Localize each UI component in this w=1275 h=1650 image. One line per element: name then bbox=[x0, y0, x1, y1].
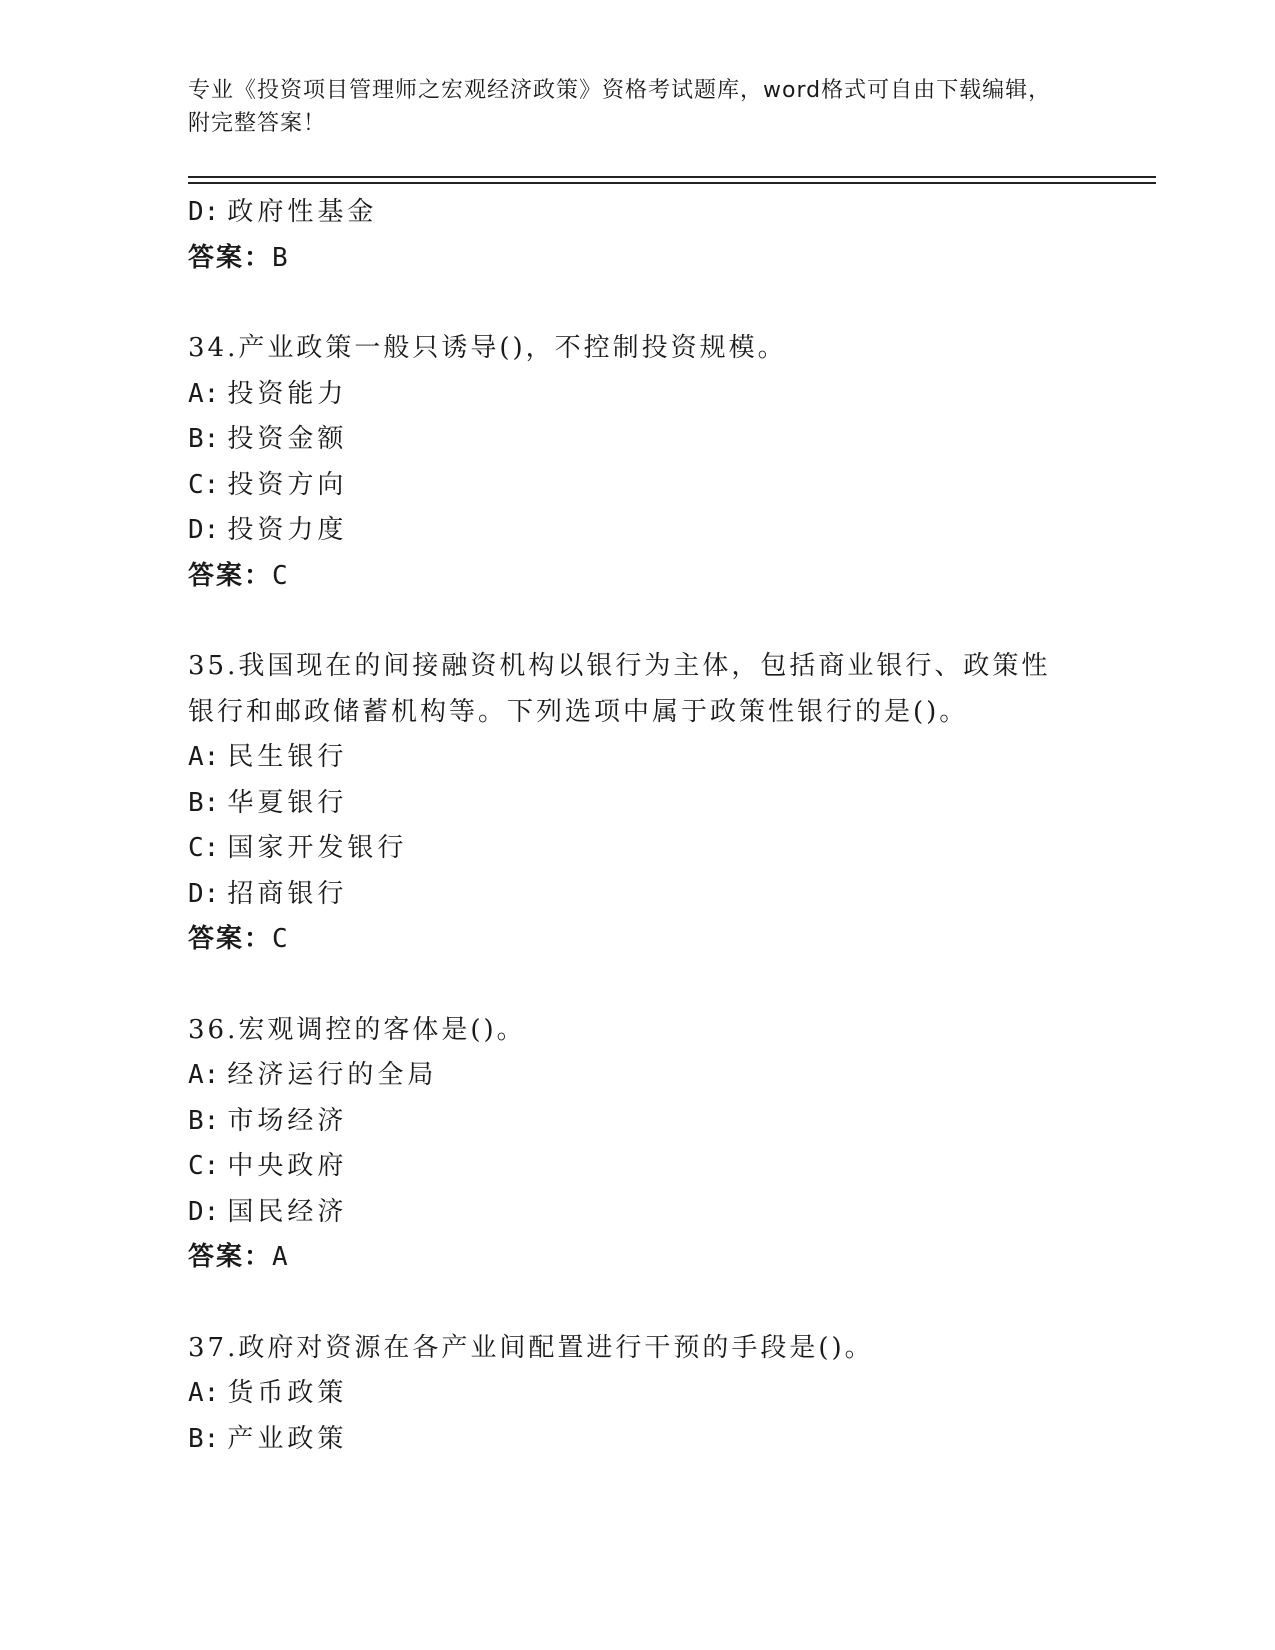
option-b bbox=[188, 1417, 1088, 1463]
question-stem: 35.我国现在的间接融资机构以银行为主体，包括商业银行、政策性银行和邮政储蓄机构等。下列选项中属于政策性银行的是()。 bbox=[188, 651, 1051, 727]
option-text: 投资力度 bbox=[227, 515, 348, 545]
question-stem: 34.产业政策一般只诱导()，不控制投资规模。 bbox=[188, 333, 787, 363]
option-text: 投资方向 bbox=[227, 469, 348, 500]
answer-line bbox=[188, 1235, 1088, 1281]
answer-value: C bbox=[272, 560, 290, 591]
spacer bbox=[188, 963, 1088, 1008]
document-header: 专业《投资项目管理师之宏观经济政策》资格考试题库，word格式可自由下载编辑，附完整答案！ bbox=[188, 78, 1052, 136]
option-text: 市场经济 bbox=[227, 1105, 348, 1136]
option-text: 产业政策 bbox=[227, 1423, 348, 1454]
option-letter: B: bbox=[188, 1423, 220, 1454]
option-a bbox=[188, 1053, 1088, 1099]
option-text: 民生银行 bbox=[227, 742, 348, 772]
question-block-36 bbox=[188, 1008, 1088, 1281]
answer-value: C bbox=[272, 924, 290, 954]
header-divider-top bbox=[188, 176, 1156, 178]
answer-label: 答案： bbox=[188, 924, 273, 954]
answer-line bbox=[188, 236, 1088, 282]
option-a bbox=[188, 372, 1088, 418]
option-c bbox=[188, 1144, 1088, 1190]
option-letter: D: bbox=[188, 515, 220, 545]
spacer bbox=[188, 281, 1088, 326]
spacer bbox=[188, 599, 1088, 644]
option-text: 投资金额 bbox=[227, 424, 348, 454]
option-letter: C: bbox=[188, 1151, 220, 1181]
answer-line bbox=[188, 554, 1088, 600]
option-c bbox=[188, 826, 1088, 872]
option-letter: C: bbox=[188, 833, 220, 863]
option-letter: A: bbox=[188, 1378, 220, 1408]
option-d bbox=[188, 508, 1088, 554]
option-b bbox=[188, 417, 1088, 463]
option-letter: A: bbox=[188, 1060, 220, 1090]
answer-value: A bbox=[272, 1242, 290, 1272]
option-letter: D: bbox=[188, 197, 220, 227]
option-a bbox=[188, 1371, 1088, 1417]
answer-label: 答案： bbox=[188, 242, 273, 273]
option-text: 投资能力 bbox=[227, 378, 348, 409]
option-c bbox=[188, 463, 1088, 509]
question-stem: 37.政府对资源在各产业间配置进行干预的手段是()。 bbox=[188, 1332, 874, 1363]
option-text: 国家开发银行 bbox=[227, 833, 408, 863]
option-letter: B: bbox=[188, 424, 220, 454]
answer-value: B bbox=[272, 242, 290, 273]
option-letter: C: bbox=[188, 469, 220, 500]
option-b bbox=[188, 781, 1088, 827]
option-letter: B: bbox=[188, 1105, 220, 1136]
option-letter: B: bbox=[188, 787, 220, 818]
option-text: 国民经济 bbox=[227, 1196, 348, 1227]
answer-label: 答案： bbox=[188, 1242, 273, 1272]
option-letter: D: bbox=[188, 878, 220, 909]
answer-line bbox=[188, 917, 1088, 963]
option-letter: D: bbox=[188, 1196, 220, 1227]
option-d bbox=[188, 872, 1088, 918]
option-text: 货币政策 bbox=[227, 1378, 348, 1408]
option-text: 招商银行 bbox=[227, 878, 348, 909]
question-block-prev bbox=[188, 190, 1088, 281]
option-text: 华夏银行 bbox=[227, 787, 348, 818]
option-d bbox=[188, 190, 1088, 236]
question-stem: 36.宏观调控的客体是()。 bbox=[188, 1014, 526, 1045]
option-text: 政府性基金 bbox=[227, 197, 378, 227]
header-divider-bottom bbox=[188, 182, 1156, 184]
option-b bbox=[188, 1099, 1088, 1145]
option-letter: A: bbox=[188, 742, 220, 772]
question-block-35 bbox=[188, 644, 1088, 963]
question-list bbox=[188, 190, 1088, 1462]
option-d bbox=[188, 1190, 1088, 1236]
answer-label: 答案： bbox=[188, 560, 273, 591]
question-block-34 bbox=[188, 326, 1088, 599]
question-block-37 bbox=[188, 1326, 1088, 1463]
option-text: 经济运行的全局 bbox=[227, 1060, 438, 1090]
option-text: 中央政府 bbox=[227, 1151, 348, 1181]
option-letter: A: bbox=[188, 378, 220, 409]
option-a bbox=[188, 735, 1088, 781]
spacer bbox=[188, 1281, 1088, 1326]
